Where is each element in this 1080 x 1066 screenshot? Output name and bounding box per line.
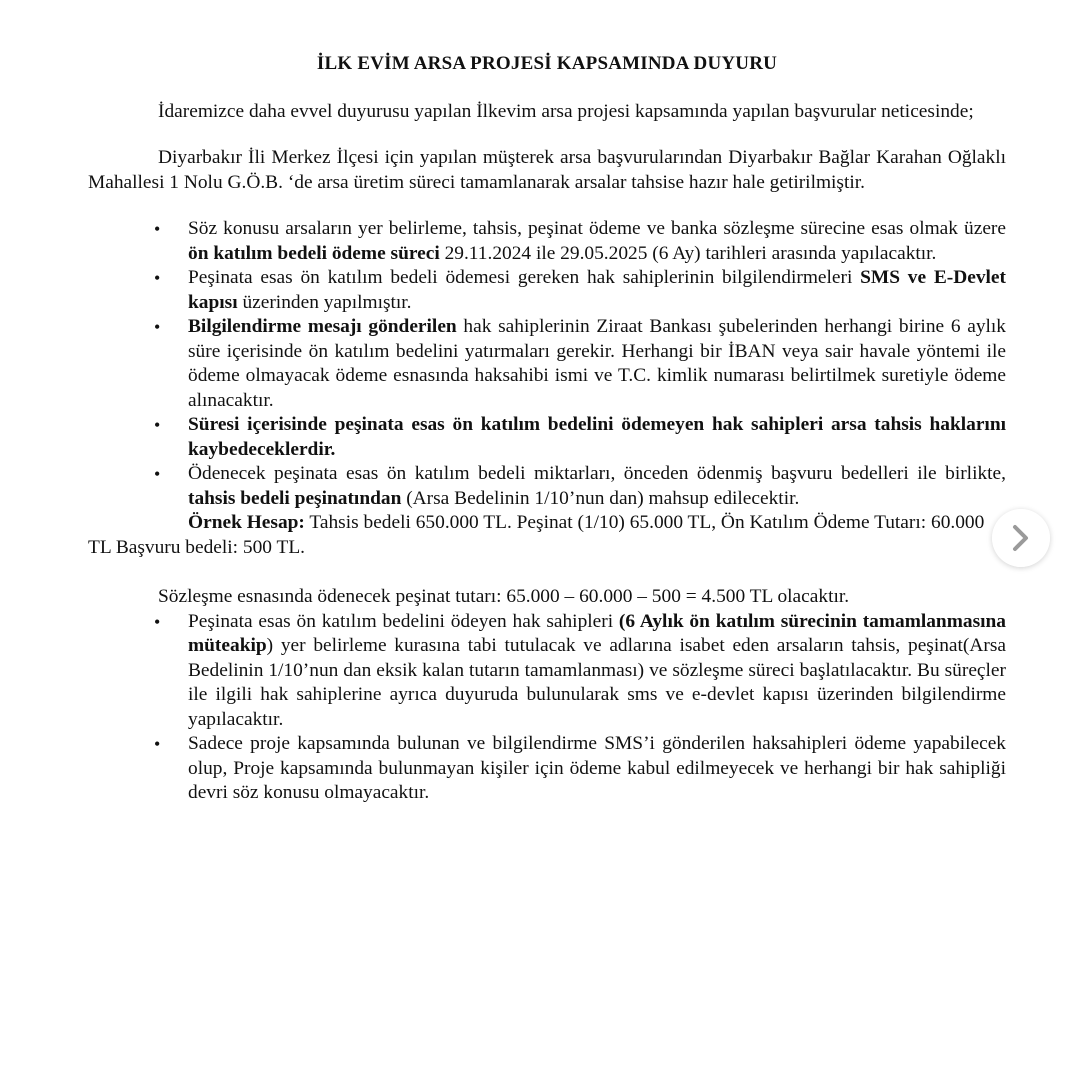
- next-page-button[interactable]: [992, 509, 1050, 567]
- list-item-emphasis: SMS ve E-Devlet kapısı: [188, 267, 1006, 313]
- list-item-text: (Arsa Bedelinin 1/10’nun dan) mahsup edilecektir.: [401, 487, 800, 509]
- chevron-right-icon: [1010, 523, 1032, 553]
- document-title: İLK EVİM ARSA PROJESİ KAPSAMINDA DUYURU: [316, 53, 778, 74]
- bullet-icon: •: [154, 219, 161, 239]
- list-item-text: Ödenecek peşinata esas ön katılım bedeli miktarları, önceden ödenmiş başvuru bedelleri ile birlikte,: [188, 463, 1006, 484]
- example-label: Örnek Hesap:: [188, 512, 305, 533]
- list-item-emphasis: ön katılım bedeli ödeme süreci: [188, 242, 440, 264]
- bullet-icon: •: [154, 734, 161, 754]
- bullet-icon: •: [154, 415, 161, 435]
- list-item-emphasis: tahsis bedeli peşinatından: [188, 487, 402, 509]
- list-item: [154, 732, 1006, 806]
- bullet-icon: •: [154, 611, 161, 632]
- bullet-icon: •: [154, 317, 161, 337]
- list-item-emphasis: (6 Aylık ön katılım sürecinin tamamlanmasına müteakip: [188, 610, 1006, 656]
- bullet-list-primary: [88, 217, 1006, 511]
- list-item: [154, 610, 1006, 733]
- list-item-text: Sadece proje kapsamında bulunan ve bilgilendirme SMS’i gönderilen haksahipleri ödeme yapabilecek olup, Proje kapsamında bulunmayan kişiler için ödeme kabul edilmeyecek ve herhangi bir hak sahipliği devri söz konusu olmayacaktır.: [188, 733, 1006, 803]
- intro-paragraph-1: İdaremizce daha evvel duyurusu yapılan İlkevim arsa projesi kapsamında yapılan başvurular neticesinde;: [158, 100, 974, 122]
- announcement-document: [88, 52, 1006, 806]
- bullet-list-secondary: [88, 610, 1006, 806]
- list-item: [154, 315, 1007, 413]
- example-calculation: [88, 511, 1006, 560]
- list-item-text: Peşinata esas ön katılım bedelini ödeyen hak sahipleri: [188, 610, 619, 632]
- intro-paragraph-2: Diyarbakır İli Merkez İlçesi için yapılan müşterek arsa başvurularından Diyarbakır Bağlar Karahan Oğlaklı Mahallesi 1 Nolu G.Ö.B. ‘de arsa üretim süreci tamamlanarak arsalar tahsise hazır hale getirilmiştir.: [88, 147, 1006, 193]
- list-item: [154, 413, 1006, 462]
- list-item: [154, 266, 1006, 315]
- list-item: [154, 462, 1006, 511]
- example-text: Tahsis bedeli 650.000 TL. Peşinat (1/10) 65.000 TL, Ön Katılım Ödeme Tutarı: 60.000 TL Başvuru bedeli: 500 TL.: [88, 512, 985, 558]
- list-item-text: üzerinden yapılmıştır.: [237, 291, 412, 313]
- list-item: [154, 217, 1006, 266]
- list-item-text: Söz konusu arsaların yer belirleme, tahsis, peşinat ödeme ve banka sözleşme sürecine esas olmak üzere: [188, 218, 1006, 239]
- list-item-text: hak sahiplerinin Ziraat Bankası şubelerinden herhangi birine 6 aylık süre içerisinde ön katılım bedelini yatırmaları gerekir. Herhangi bir İBAN veya sair havale yöntemi ile ödeme olmayacak ödeme esnasında haksahibi ismi ve T.C. kimlik numarası belirtilmek suretiyle ödeme alınacaktır.: [188, 316, 1007, 411]
- list-item-text: Peşinata esas ön katılım bedeli ödemesi gereken hak sahiplerinin bilgilendirmeleri: [188, 267, 861, 288]
- bullet-icon: •: [154, 464, 161, 484]
- list-item-emphasis: Bilgilendirme mesajı gönderilen: [188, 316, 457, 337]
- example-result: Sözleşme esnasında ödenecek peşinat tutarı: 65.000 – 60.000 – 500 = 4.500 TL olacaktır.: [158, 586, 850, 607]
- list-item-emphasis: Süresi içerisinde peşinata esas ön katılım bedelini ödemeyen hak sahipleri arsa tahsis haklarını kaybedeceklerdir.: [188, 414, 1006, 460]
- list-item-text: ) yer belirleme kurasına tabi tutulacak ve adlarına isabet eden arsaların tahsis, peşinat(Arsa Bedelinin 1/10’nun dan eksik kalan tutarın tamamlanması) ve sözleşme süreci başlatılacaktır. Bu süreçler ile ilgili hak sahiplerine ayrıca duyuruda bulunularak sms ve e-devlet kapısı üzerinden bilgilendirme yapılacaktır.: [188, 635, 1006, 730]
- list-item-text: 29.11.2024 ile 29.05.2025 (6 Ay) tarihleri arasında yapılacaktır.: [439, 242, 937, 264]
- bullet-icon: •: [154, 268, 161, 288]
